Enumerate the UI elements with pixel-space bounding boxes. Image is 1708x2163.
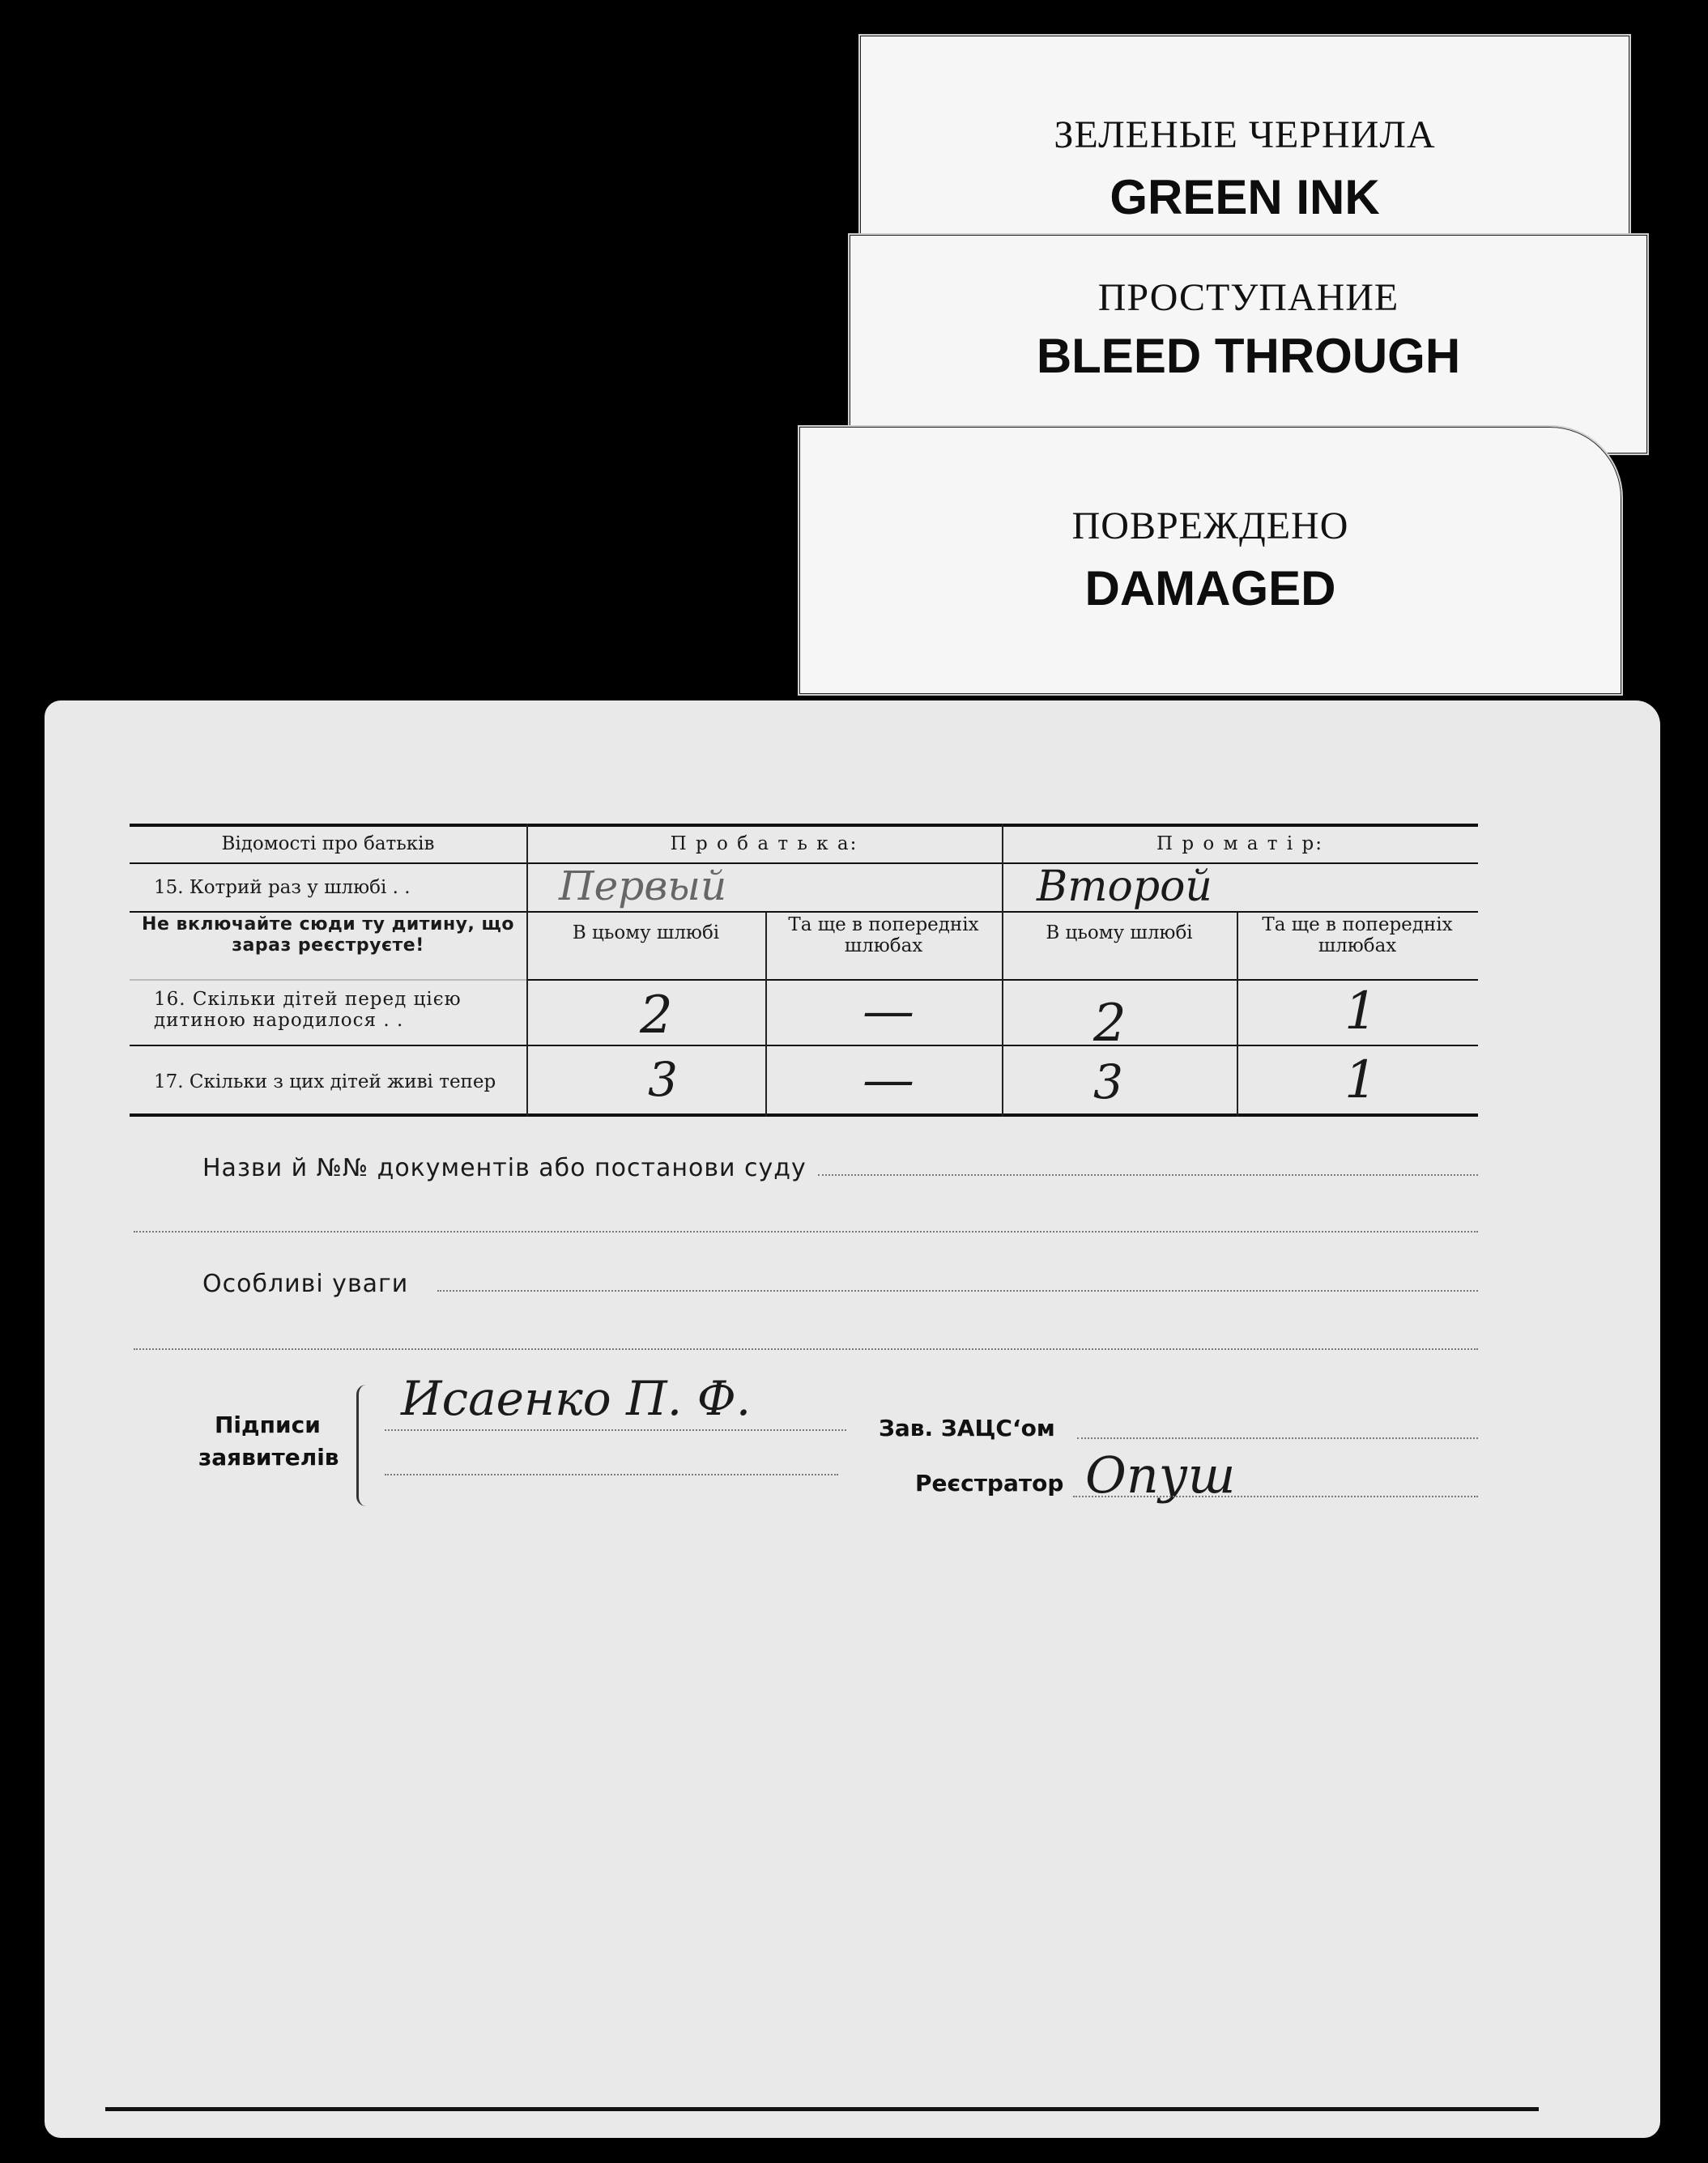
applicants-label: заявителів [198,1444,339,1471]
remarks-label: Особливі уваги [202,1270,409,1298]
table-rule [130,862,1478,864]
document-sheet [45,700,1660,2138]
table-bottom-rule [130,1113,1478,1117]
header-mother: П р о м а т і р: [1156,833,1323,854]
bleed-through-card [848,233,1649,455]
registry-head-label: Зав. ЗАЦС‘ом [879,1415,1055,1441]
table-rule [130,1045,1478,1046]
row16-father-previous: — [863,981,914,1041]
signatures-brace [356,1385,368,1506]
table-column-rule [526,824,528,1117]
row17-father-current: 3 [648,1052,678,1107]
card-label-en: DAMAGED [1084,561,1336,615]
remarks-field[interactable] [437,1290,1478,1292]
applicant-signature-line-2[interactable] [385,1474,838,1475]
subheader-father-previous: Та ще в попередніх шлюбах [788,914,979,956]
row16-mother-previous: 1 [1344,981,1378,1041]
registrar-signature-line[interactable] [1073,1496,1478,1497]
card-label-ru: ЗЕЛЕНЫЕ ЧЕРНИЛА [1054,113,1436,156]
bottom-border-rule [105,2107,1539,2111]
damaged-card [798,425,1623,696]
header-parents-info: Відомості про батьків [221,833,435,854]
card-label-ru: ПОВРЕЖДЕНО [1071,505,1349,547]
exclude-child-note: Не включайте сюди ту дитину, що зараз реєструєте! [142,914,514,956]
row15-father-value: Первый [559,862,727,909]
table-top-rule [130,824,1478,827]
row16-father-current: 2 [640,986,673,1045]
row17-mother-current: 3 [1093,1054,1123,1109]
table-rule [130,911,1478,913]
applicant-signature: Исаенко П. Ф. [401,1371,752,1426]
green-ink-card [858,34,1631,256]
applicant-signature-line[interactable] [385,1429,846,1431]
table-column-rule [1002,824,1003,1117]
row17-mother-previous: 1 [1344,1050,1378,1110]
documents-label: Назви й №№ документів або постанови суду [202,1154,807,1182]
registrar-label: Реєстратор [915,1470,1064,1497]
card-label-en: BLEED THROUGH [1036,329,1461,383]
parents-info-table [130,824,1478,1117]
card-label-en: GREEN INK [1110,170,1380,224]
table-rule [130,979,526,981]
subheader-father-current: В цьому шлюбі [572,922,720,943]
row15-label: 15. Котрий раз у шлюбі . . [154,877,411,898]
row17-father-previous: — [863,1050,914,1110]
registrar-signature: Опуш [1085,1446,1236,1505]
card-label-ru: ПРОСТУПАНИЕ [1097,276,1399,319]
documents-field[interactable] [818,1174,1478,1176]
header-father: П р о б а т ь к а: [670,833,858,854]
row17-label: 17. Скільки з цих дітей живі тепер [154,1071,496,1092]
documents-field-line-2[interactable] [134,1231,1478,1233]
row16-mother-current: 2 [1093,994,1127,1054]
row15-mother-value: Второй [1037,862,1212,911]
remarks-field-line-2[interactable] [134,1348,1478,1350]
signatures-label: Підписи [215,1411,321,1438]
row16-label: 16. Скільки дітей перед цією дитиною народилося . . [154,989,462,1031]
subheader-mother-current: В цьому шлюбі [1046,922,1193,943]
subheader-mother-previous: Та ще в попередніх шлюбах [1262,914,1453,956]
registry-head-signature-line[interactable] [1077,1437,1478,1439]
